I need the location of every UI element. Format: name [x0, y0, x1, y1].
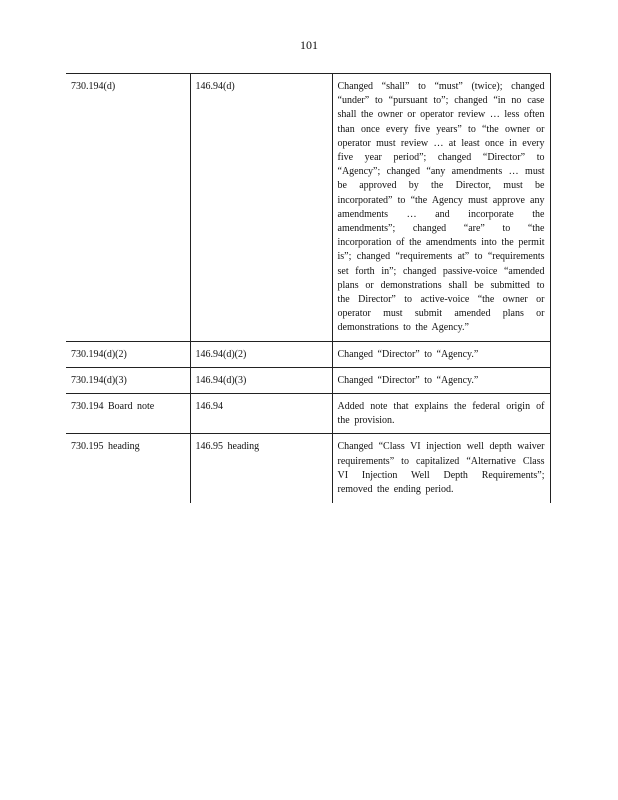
change-description-cell: Changed “Director” to “Agency.”	[332, 341, 550, 367]
federal-section-cell: 146.94	[190, 394, 332, 434]
table-row	[66, 341, 550, 367]
federal-section-cell: 146.94(d)(2)	[190, 341, 332, 367]
change-description-cell: Changed “Class VI injection well depth waiver requirements” to capitalized “Alternative Class VI Injection Well Depth Requirements”; removed the ending period.	[332, 434, 550, 503]
change-description-cell: Changed “shall” to “must” (twice); changed “under” to “pursuant to”; changed “in no case shall the owner or operator review … less often than once every five years” to “the owner or operator must review … at least once in every five year period”; changed “Director” to “Agency”; changed “any amendments … must be approved by the Director, must be incorporated” to “the Agency must approve any amendments … and incorporate the amendments”; changed “are” to “the incorporation of the amendments into the permit is”; changed “requirements at” to “requirements set forth in”; changed passive-voice “amended plans or demonstrations shall be submitted to the Director” to active-voice “the owner or operator must submit amended plans or demonstrations to the Agency.”	[332, 74, 550, 342]
illinois-section-cell: 730.194 Board note	[66, 394, 190, 434]
page-number: 101	[300, 38, 318, 52]
illinois-section-cell: 730.194(d)(3)	[66, 367, 190, 393]
change-table	[66, 73, 551, 503]
change-description-cell: Changed “Director” to “Agency.”	[332, 367, 550, 393]
federal-section-cell: 146.95 heading	[190, 434, 332, 503]
illinois-section-cell: 730.194(d)	[66, 74, 190, 342]
federal-section-cell: 146.94(d)	[190, 74, 332, 342]
table-row	[66, 367, 550, 393]
federal-section-cell: 146.94(d)(3)	[190, 367, 332, 393]
table-row	[66, 394, 550, 434]
illinois-section-cell: 730.195 heading	[66, 434, 190, 503]
table-row	[66, 434, 550, 503]
illinois-section-cell: 730.194(d)(2)	[66, 341, 190, 367]
change-description-cell: Added note that explains the federal origin of the provision.	[332, 394, 550, 434]
table-row	[66, 74, 550, 342]
